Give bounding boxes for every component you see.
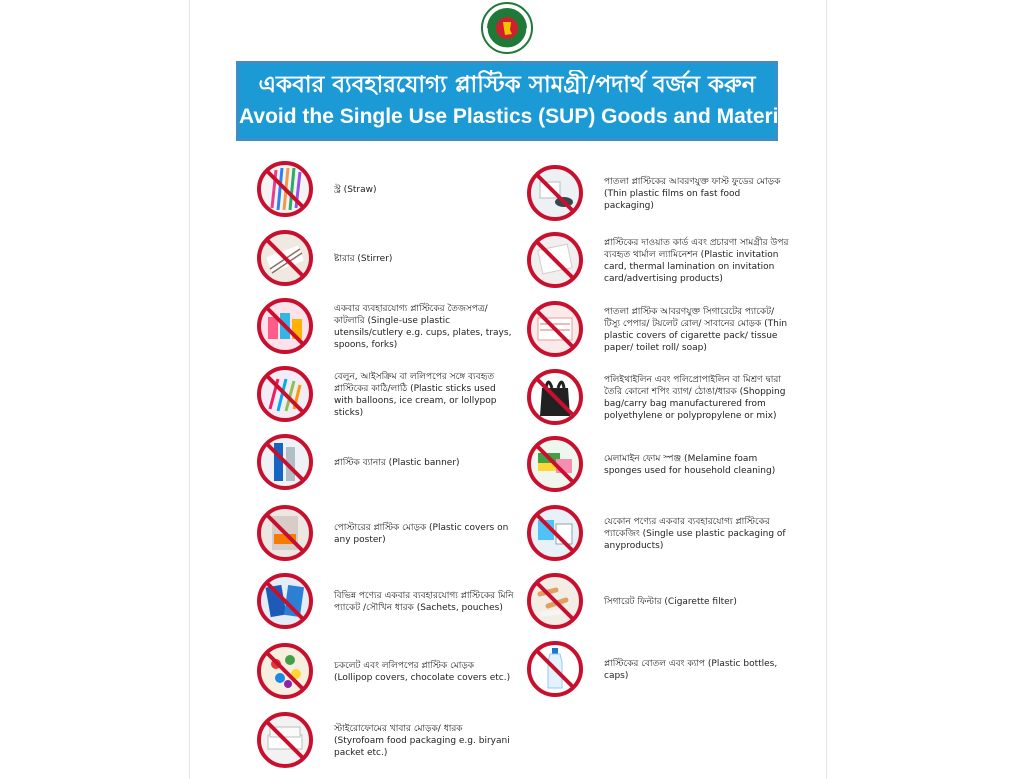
item-label: সিগারেট ফিল্টার (Cigarette filter) [604,597,737,607]
item-label: পাতলা প্লাস্টিক আবরণযুক্ত সিগারেটের প্যাকেট/ টিস্যু পেপার/ টয়লেট রোল/ সাবানের মোড়ক (Thin plastic covers of cigarette pack/ tissue paper/ toilet roll/ soap) [604,307,788,353]
item-label: বেলুন, আইসক্রিম বা ললিপপের সঙ্গে ব্যবহৃত প্লাস্টিকের কাঠি/লাঠি (Plastic sticks used with balloons, ice cream, or lollypop sticks) [334,372,497,418]
title-banner [236,61,808,141]
shopping-bag-icon [526,368,584,426]
item-label: চকলেট এবং ললিপপের প্লাস্টিক মোড়ক (Lollipop covers, chocolate covers etc.) [334,661,511,683]
item-label: স্ট্র (Straw) [334,185,377,195]
cigarette-filter-icon [526,572,584,630]
item-label: মেলামাইন ফোম স্পঞ্জ (Melamine foam sponges used for household cleaning) [604,454,776,476]
banner-icon [256,433,314,491]
item-label: একবার ব্যবহারযোগ্য প্লাস্টিকের তৈজসপত্র/ কাটলারি (Single-use plastic utensils/cutlery e.g. cups, plates, trays, spoons, forks) [334,304,512,350]
straws-icon [256,160,314,218]
item-label: পলিইথাইলিন এবং পলিপ্রোপাইলিন বা মিশ্রণ দ্বারা তৈরি কোনো শপিং ব্যাগ/ ঠোঙা/ধারক (Shopping bag/carry bag manufacturered from polyethylene or polypropylene or mix) [604,375,786,421]
sachet-icon [256,572,314,630]
invitation-card-icon [526,231,584,289]
item-label: প্লাস্টিকের দাওয়াত কার্ড এবং প্রচারণা সামগ্রীর উপর ব্যবহৃত থার্মাল ল্যামিনেশন (Plastic invitation card, thermal lamination on invitation card/advertising products) [604,238,789,284]
plastic-bottle-icon [526,640,584,698]
sponge-icon [526,435,584,493]
tissue-pack-icon [526,300,584,358]
styrofoam-icon [256,711,314,769]
plastic-sticks-icon [256,365,314,423]
item-label: প্লাস্টিক ব্যানার (Plastic banner) [334,458,460,468]
item-label: পোস্টারের প্লাস্টিক মোড়ক (Plastic covers on any poster) [334,523,509,545]
item-label: স্টাইরোফোমের খাবার মোড়ক/ ধারক (Styrofoam food packaging e.g. biryani packet etc.) [334,724,510,758]
page-border-right [826,0,827,779]
candy-wrapper-icon [256,642,314,700]
item-label: বিভিন্ন পণ্যের একবার ব্যবহারযোগ্য প্লাস্টিকের মিনি প্যাকেট /সৌখিন ধারক (Sachets, pouches) [334,591,514,613]
stirrer-icon [256,229,314,287]
item-label: যেকোন পণ্যের একবার ব্যবহারযোগ্য প্লাস্টিকের প্যাকেজিং (Single use plastic packaging of anyproducts) [604,517,786,551]
cutlery-icon [256,297,314,355]
item-label: প্লাস্টিকের বোতল এবং ক্যাপ (Plastic bottles, caps) [604,659,778,681]
page-border-left [189,0,190,779]
title-english: Avoid the Single Use Plastics (SUP) Goods and Materials [239,105,808,128]
fast-food-film-icon [526,164,584,222]
title-bengali: একবার ব্যবহারযোগ্য প্লাস্টিক সামগ্রী/পদার্থ বর্জন করুন [258,72,756,98]
item-label: ষ্টারার (Stirrer) [334,254,393,264]
government-emblem-icon [481,2,533,54]
poster-cover-icon [256,504,314,562]
item-label: পাতলা প্লাস্টিকের আবরণযুক্ত ফাস্ট ফুডের মোড়ক (Thin plastic films on fast food packaging) [604,177,781,211]
packaging-icon [526,504,584,562]
